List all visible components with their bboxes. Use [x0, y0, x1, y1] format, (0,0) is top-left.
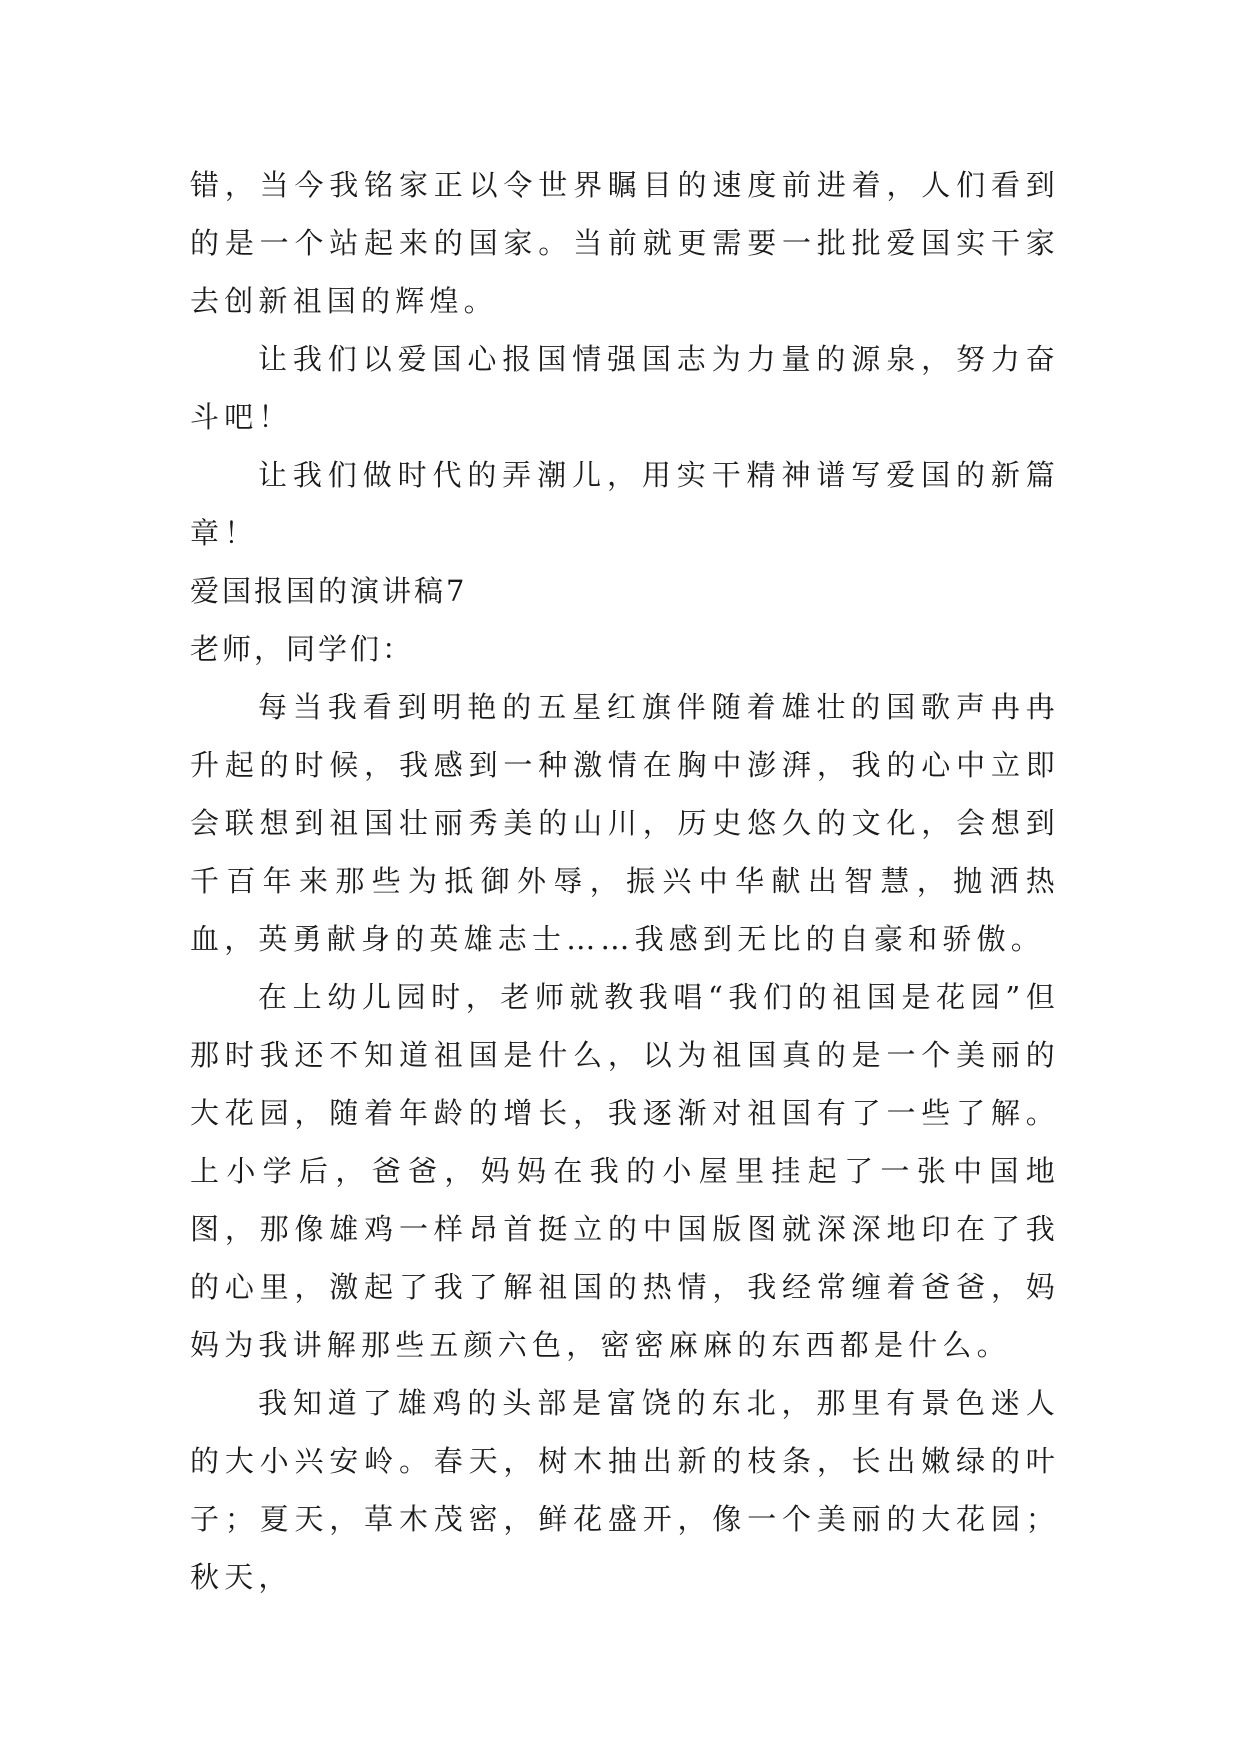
paragraph-flag: 每当我看到明艳的五星红旗伴随着雄壮的国歌声冉冉升起的时候，我感到一种激情在胸中澎湃，我的心中立即会联想到祖国壮丽秀美的山川，历史悠久的文化，会想到千百年来那些为抵御外辱，振兴中华献出智慧，抛洒热血，英勇献身的英雄志士……我感到无比的自豪和骄傲。: [190, 690, 1060, 956]
paragraph-exhortation-2: 让我们做时代的弄潮儿，用实干精神谱写爱国的新篇章！: [190, 458, 1060, 550]
paragraph-continuation: 错，当今我铭家正以令世界瞩目的速度前进着，人们看到的是一个站起来的国家。当前就更需要一批批爱国实干家去创新祖国的辉煌。: [190, 168, 1060, 318]
paragraph-exhortation-1: 让我们以爱国心报国情强国志为力量的源泉，努力奋斗吧！: [190, 342, 1060, 434]
paragraph-rooster-map: 我知道了雄鸡的头部是富饶的东北，那里有景色迷人的大小兴安岭。春天，树木抽出新的枝条，长出嫩绿的叶子；夏天，草木茂密，鲜花盛开，像一个美丽的大花园；秋天，: [190, 1386, 1060, 1594]
document-body: [190, 156, 1060, 1606]
paragraph-kindergarten: 在上幼儿园时，老师就教我唱“我们的祖国是花园”但那时我还不知道祖国是什么，以为祖国真的是一个美丽的大花园，随着年龄的增长，我逐渐对祖国有了一些了解。上小学后，爸爸，妈妈在我的小屋里挂起了一张中国地图，那像雄鸡一样昂首挺立的中国版图就深深地印在了我的心里，激起了我了解祖国的热情，我经常缠着爸爸，妈妈为我讲解那些五颜六色，密密麻麻的东西都是什么。: [190, 980, 1060, 1362]
salutation: 老师，同学们：: [190, 632, 415, 666]
section-title: 爱国报国的演讲稿7: [190, 574, 468, 608]
